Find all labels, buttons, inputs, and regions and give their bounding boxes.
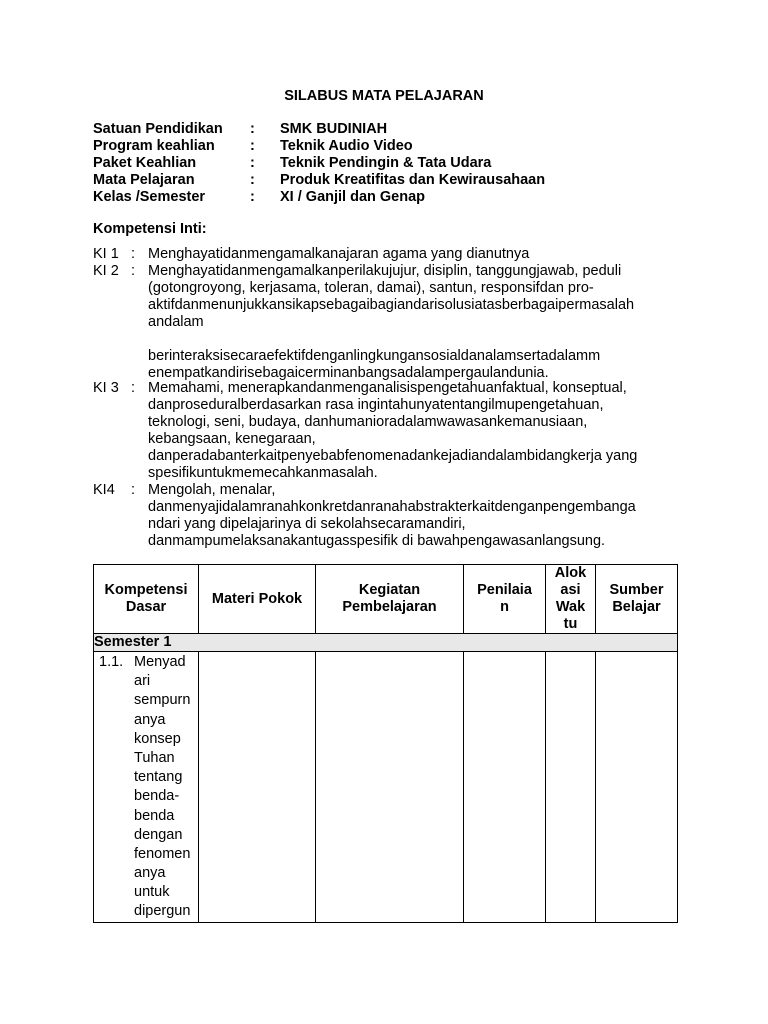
info-colon: : (250, 189, 255, 205)
info-row-program (93, 138, 545, 155)
info-row-kelas (93, 189, 545, 206)
info-value: Teknik Pendingin & Tata Udara (280, 155, 492, 171)
header-sumber-belajar: Sumber Belajar (596, 565, 678, 634)
info-colon: : (250, 155, 255, 171)
info-colon: : (250, 138, 255, 154)
info-value: SMK BUDINIAH (280, 121, 388, 137)
penilaian-cell (464, 652, 546, 923)
ki-4 (93, 482, 675, 550)
info-value: Produk Kreatifitas dan Kewirausahaan (280, 172, 546, 188)
kd-text: Menyad ari sempurn anya konsep Tuhan tentang benda- benda dengan fenomen anya untuk dipergun (134, 654, 191, 920)
ki-text-line: spesifikuntukmemecahkanmasalah. (148, 465, 378, 481)
info-block (93, 121, 545, 206)
table-header-row (94, 565, 678, 634)
ki-text-line: danperadabanterkaitpenyebabfenomenadankejadiandalambidangkerja yang (148, 448, 638, 464)
info-row-satuan (93, 121, 545, 138)
ki-2 (93, 263, 675, 331)
ki-text-line: teknologi, seni, budaya, danhumanioradalamwawasankemanusiaan, (148, 414, 588, 430)
header-alokasi-waktu: Alok asi Wak tu (546, 565, 596, 634)
ki-colon: : (131, 380, 136, 396)
ki-text-line: Menghayatidanmengamalkanperilakujujur, disiplin, tanggungjawab, peduli (148, 263, 622, 279)
ki-text-line: berinteraksisecaraefektifdenganlingkungansosialdanalamsertadalamm (148, 348, 601, 364)
ki-text-line: ndari yang dipelajarinya di sekolahsecaramandiri, (148, 516, 466, 532)
ki-text-line: danmenyajidalamranahkonkretdanranahabstrakterkaitdenganpengembanga (148, 499, 636, 515)
ki-text-line: (gotongroyong, kerjasama, toleran, damai), santun, responsifdan pro- (148, 280, 594, 296)
info-label: Mata Pelajaran (93, 172, 195, 188)
ki-colon: : (131, 246, 136, 262)
kd-cell (94, 652, 199, 923)
info-label: Paket Keahlian (93, 155, 197, 171)
ki-text-line: aktifdanmenunjukkansikapsebagaibagiandarisolusiatasberbagaipermasalah (148, 297, 635, 313)
ki-text-line: danproseduralberdasarkan rasa ingintahunyatentangilmupengetahuan, (148, 397, 604, 413)
table-row (94, 652, 678, 923)
ki-1 (93, 246, 675, 263)
ki-text-line: Mengolah, menalar, (148, 482, 276, 498)
info-label: Program keahlian (93, 138, 215, 154)
ki-code: KI 1 (93, 246, 119, 262)
header-kompetensi-dasar: Kompetensi Dasar (94, 565, 199, 634)
kd-number: 1.1. (99, 654, 124, 670)
ki-colon: : (131, 482, 136, 498)
info-row-mapel (93, 172, 545, 189)
header-kegiatan-pembelajaran: Kegiatan Pembelajaran (316, 565, 464, 634)
info-label: Satuan Pendidikan (93, 121, 223, 137)
ki-text-line: enempatkandirisebagaicerminanbangsadalampergaulandunia. (148, 365, 549, 381)
syllabus-table (93, 564, 678, 923)
kegiatan-cell (316, 652, 464, 923)
header-penilaian: Penilaia n (464, 565, 546, 634)
ki-2-continuation (93, 348, 675, 382)
info-row-paket (93, 155, 545, 172)
info-value: Teknik Audio Video (280, 138, 413, 154)
alokasi-cell (546, 652, 596, 923)
ki-heading: Kompetensi Inti: (93, 221, 207, 237)
semester-label: Semester 1 (94, 634, 678, 652)
ki-text-line: Memahami, menerapkandanmenganalisispengetahuanfaktual, konseptual, (148, 380, 627, 396)
semester-row (94, 634, 678, 652)
ki-code: KI 2 (93, 263, 119, 279)
ki-text-line: Menghayatidanmengamalkanajaran agama yang dianutnya (148, 246, 530, 262)
ki-code: KI 3 (93, 380, 119, 396)
materi-cell (199, 652, 316, 923)
ki-text-line: kebangsaan, kenegaraan, (148, 431, 316, 447)
info-label: Kelas /Semester (93, 189, 206, 205)
sumber-cell (596, 652, 678, 923)
info-colon: : (250, 172, 255, 188)
ki-text-line: danmampumelaksanakantugasspesifik di bawahpengawasanlangsung. (148, 533, 606, 549)
info-colon: : (250, 121, 255, 137)
ki-colon: : (131, 263, 136, 279)
info-value: XI / Ganjil dan Genap (280, 189, 426, 205)
ki-text-line: andalam (148, 314, 204, 330)
document-title: SILABUS MATA PELAJARAN (284, 88, 484, 104)
header-materi-pokok: Materi Pokok (199, 565, 316, 634)
ki-3 (93, 380, 675, 482)
ki-code: KI4 (93, 482, 115, 498)
